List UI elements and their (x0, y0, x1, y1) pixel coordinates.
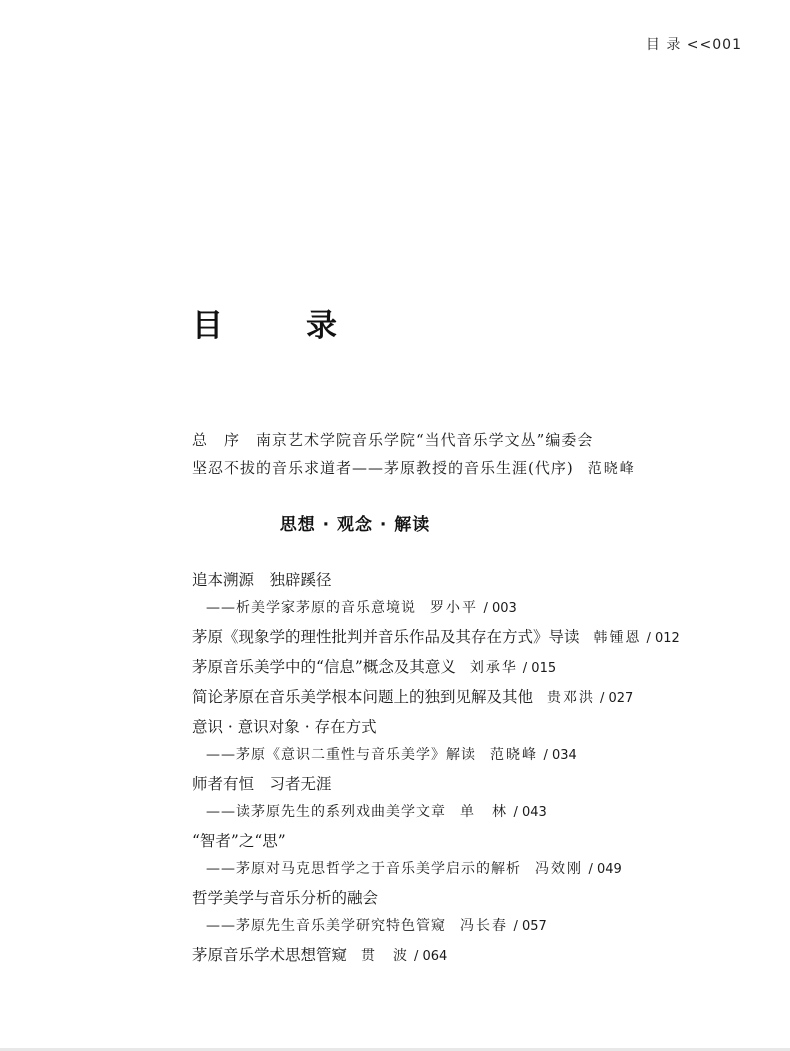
toc-entry[interactable] (192, 566, 732, 623)
front-matter-text: 坚忍不拔的音乐求道者——茅原教授的音乐生涯(代序) (192, 459, 574, 477)
toc-entry[interactable] (192, 653, 732, 683)
front-matter-label: 总 序 (192, 431, 241, 449)
entry-title-line (192, 653, 732, 683)
entry-subtitle-line (192, 741, 732, 770)
entry-title-line (192, 941, 732, 971)
entry-author: 范晓峰 (490, 747, 538, 763)
entry-title: 茅原《现象学的理性批判并音乐作品及其存在方式》导读 (192, 628, 580, 646)
entry-author: 贯 波 (361, 948, 410, 964)
entry-author: 韩锺恩 (593, 630, 642, 646)
front-matter-text: 南京艺术学院音乐学院“当代音乐学文丛”编委会 (256, 431, 594, 449)
entry-page: / 043 (513, 805, 547, 820)
toc-entries (192, 566, 732, 971)
entry-title: 哲学美学与音乐分析的融会 (192, 889, 379, 907)
front-matter-item[interactable] (192, 426, 712, 454)
entry-title: 茅原音乐学术思想管窥 (192, 946, 348, 964)
entry-page: / 049 (588, 862, 622, 877)
entry-page: / 064 (413, 949, 448, 964)
entry-title: “智者”之“思” (192, 832, 286, 850)
entry-author: 贵邓洪 (547, 690, 596, 706)
entry-title: 追本溯源 独辟蹊径 (192, 571, 332, 589)
toc-entry[interactable] (192, 827, 732, 884)
entry-subtitle-line (192, 594, 732, 623)
entry-author: 刘承华 (469, 660, 518, 676)
entry-page: / 034 (543, 748, 577, 763)
toc-entry[interactable] (192, 941, 732, 971)
entry-subtitle: ——茅原先生音乐美学研究特色管窥 (206, 918, 446, 934)
section-heading: 思想 · 观念 · 解读 (279, 515, 431, 535)
toc-entry[interactable] (192, 623, 732, 653)
toc-entry[interactable] (192, 683, 732, 713)
entry-author: 罗小平 (430, 600, 478, 616)
entry-subtitle: ——茅原《意识二重性与音乐美学》解读 (206, 747, 476, 763)
entry-title-line (192, 683, 732, 713)
entry-page: / 003 (483, 601, 517, 616)
entry-title: 师者有恒 习者无涯 (192, 775, 332, 793)
running-title: 目 录 (645, 37, 682, 53)
entry-subtitle-line (192, 912, 732, 941)
entry-title-line (192, 623, 732, 653)
entry-title: 茅原音乐美学中的“信息”概念及其意义 (192, 658, 456, 676)
entry-title: 简论茅原在音乐美学根本问题上的独到见解及其他 (192, 688, 534, 706)
entry-subtitle: ——茅原对马克思哲学之于音乐美学启示的解析 (206, 861, 521, 877)
entry-subtitle: ——读茅原先生的系列戏曲美学文章 (206, 804, 446, 820)
running-header (646, 34, 742, 54)
entry-subtitle: ——析美学家茅原的音乐意境说 (206, 600, 416, 616)
entry-page: / 057 (513, 919, 547, 934)
front-matter-item[interactable] (192, 454, 712, 483)
toc-entry[interactable] (192, 884, 732, 941)
toc-entry[interactable] (192, 770, 732, 827)
toc-entry[interactable] (192, 713, 732, 770)
entry-subtitle-line (192, 798, 732, 827)
header-page-number: 001 (712, 37, 742, 53)
entry-title: 意识 · 意识对象 · 存在方式 (192, 718, 377, 736)
toc-title: 目 录 (192, 308, 363, 344)
front-matter-author: 范晓峰 (587, 461, 636, 477)
front-matter (192, 426, 712, 483)
header-separator: << (686, 37, 713, 53)
entry-author: 冯长春 (460, 918, 508, 934)
entry-page: / 015 (522, 661, 557, 676)
entry-author: 冯效刚 (535, 861, 583, 877)
entry-subtitle-line (192, 855, 732, 884)
entry-author: 单 林 (460, 804, 508, 820)
entry-page: / 012 (646, 631, 680, 646)
entry-page: / 027 (599, 691, 634, 706)
